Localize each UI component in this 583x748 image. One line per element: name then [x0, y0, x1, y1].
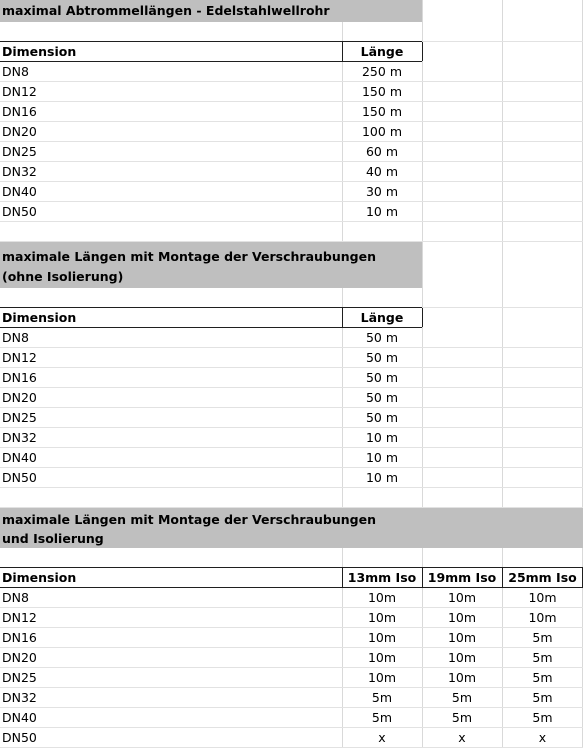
length-cell: 50 m [365, 390, 399, 405]
dimension-cell: DN16 [2, 104, 37, 119]
dimension-cell: DN40 [2, 450, 37, 465]
length-cell: 50 m [365, 410, 399, 425]
column-header-length: Länge [360, 310, 404, 325]
blank-row [0, 488, 583, 508]
dimension-cell: DN40 [2, 710, 37, 725]
iso19-cell: 10m [447, 590, 477, 605]
table-row [0, 162, 583, 182]
dimension-cell: DN50 [2, 730, 37, 745]
dimension-cell: DN25 [2, 410, 37, 425]
dimension-cell: DN50 [2, 204, 37, 219]
column-header-13mm-iso: 13mm Iso [347, 570, 417, 585]
table-row [0, 202, 583, 222]
dimension-cell: DN12 [2, 610, 37, 625]
column-header-dimension: Dimension [2, 570, 77, 585]
length-cell: 50 m [365, 370, 399, 385]
length-cell: 10 m [365, 470, 399, 485]
table-row [0, 608, 583, 628]
blank-row [0, 222, 583, 242]
dimension-cell: DN20 [2, 650, 37, 665]
length-cell: 10 m [365, 204, 399, 219]
iso19-cell: 10m [447, 630, 477, 645]
section-subtitle: und Isolierung [2, 531, 104, 546]
length-cell: 10 m [365, 430, 399, 445]
section-title-banner [0, 508, 583, 548]
blank-row [0, 22, 583, 42]
dimension-cell: DN20 [2, 390, 37, 405]
table-row [0, 448, 583, 468]
table-row [0, 408, 583, 428]
iso25-cell: x [538, 730, 547, 745]
length-cell: 50 m [365, 330, 399, 345]
iso19-cell: x [458, 730, 466, 745]
table-row [0, 708, 583, 728]
dimension-cell: DN12 [2, 350, 37, 365]
table-row [0, 142, 583, 162]
table-row [0, 388, 583, 408]
dimension-cell: DN16 [2, 370, 37, 385]
dimension-cell: DN12 [2, 84, 37, 99]
table-row [0, 102, 583, 122]
table-row [0, 648, 583, 668]
iso19-cell: 5m [451, 710, 473, 725]
dimension-cell: DN8 [2, 590, 29, 605]
column-header-dimension: Dimension [2, 44, 77, 59]
dimension-cell: DN32 [2, 164, 37, 179]
length-cell: 40 m [365, 164, 399, 179]
iso25-cell: 5m [532, 650, 553, 665]
table-row [0, 588, 583, 608]
length-cell: 30 m [365, 184, 399, 199]
dimension-cell: DN16 [2, 630, 37, 645]
length-cell: 100 m [361, 124, 402, 139]
table-row [0, 668, 583, 688]
iso19-cell: 10m [447, 670, 477, 685]
length-cell: 60 m [365, 144, 399, 159]
section-title-banner [0, 242, 422, 288]
column-header-19mm-iso: 19mm Iso [427, 570, 497, 585]
blank-row [0, 288, 583, 308]
table-row [0, 182, 583, 202]
iso19-cell: 10m [447, 650, 477, 665]
table-row [0, 628, 583, 648]
dimension-cell: DN32 [2, 430, 37, 445]
column-header-row [0, 567, 583, 588]
section-title: maximal Abtrommellängen - Edelstahlwellrohr [2, 3, 330, 18]
iso25-cell: 10m [528, 590, 557, 605]
dimension-cell: DN25 [2, 670, 37, 685]
table-row [0, 82, 583, 102]
column-header-row [0, 41, 422, 62]
section-title: maximale Längen mit Montage der Verschraubungen [2, 249, 376, 264]
table-row [0, 468, 583, 488]
iso13-cell: 10m [367, 590, 397, 605]
dimension-cell: DN32 [2, 690, 37, 705]
column-header-25mm-iso: 25mm Iso [508, 570, 577, 585]
column-header-row [0, 307, 422, 328]
table-row [0, 728, 583, 748]
iso13-cell: 10m [367, 630, 397, 645]
section-subtitle: (ohne Isolierung) [2, 269, 124, 284]
dimension-cell: DN40 [2, 184, 37, 199]
iso13-cell: 10m [367, 670, 397, 685]
length-cell: 250 m [361, 64, 402, 79]
iso25-cell: 5m [532, 690, 553, 705]
iso19-cell: 10m [447, 610, 477, 625]
blank-row [0, 548, 583, 568]
table-row [0, 348, 583, 368]
iso13-cell: 10m [367, 650, 397, 665]
dimension-cell: DN25 [2, 144, 37, 159]
iso25-cell: 5m [532, 710, 553, 725]
iso13-cell: 10m [367, 610, 397, 625]
length-cell: 10 m [365, 450, 399, 465]
dimension-cell: DN8 [2, 64, 29, 79]
length-cell: 150 m [361, 84, 402, 99]
column-header-length: Länge [360, 44, 404, 59]
dimension-cell: DN8 [2, 330, 29, 345]
dimension-cell: DN20 [2, 124, 37, 139]
iso13-cell: 5m [371, 710, 393, 725]
table-row [0, 62, 583, 82]
length-cell: 150 m [361, 104, 402, 119]
table-row [0, 428, 583, 448]
section-title: maximale Längen mit Montage der Verschraubungen [2, 512, 376, 527]
section-title-banner [0, 0, 422, 22]
column-header-dimension: Dimension [2, 310, 77, 325]
table-row [0, 368, 583, 388]
length-cell: 50 m [365, 350, 399, 365]
dimension-cell: DN50 [2, 470, 37, 485]
table-row [0, 688, 583, 708]
iso25-cell: 5m [532, 670, 553, 685]
table-row [0, 328, 583, 348]
table-row [0, 122, 583, 142]
iso13-cell: 5m [371, 690, 393, 705]
iso25-cell: 5m [532, 630, 553, 645]
iso19-cell: 5m [451, 690, 473, 705]
iso25-cell: 10m [528, 610, 557, 625]
iso13-cell: x [378, 730, 386, 745]
